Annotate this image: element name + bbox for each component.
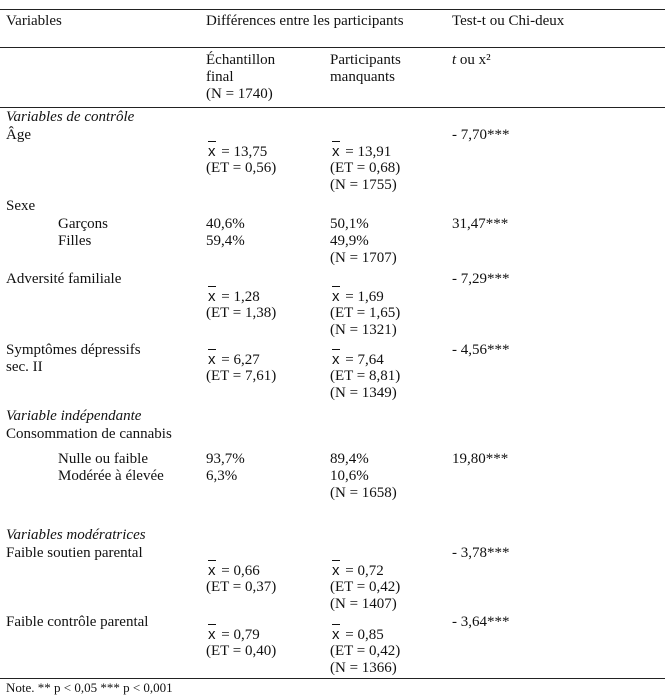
subheader-missing-line1: Participants: [330, 52, 401, 68]
row-adversite-final-et: (ET = 1,38): [206, 305, 277, 321]
row-soutien-miss-n: (N = 1407): [330, 596, 397, 612]
row-soutien-test: - 3,78***: [452, 545, 510, 561]
subheader-test: [452, 52, 491, 69]
row-cannabis-low-miss: 89,4%: [330, 451, 369, 467]
row-age-final-et: (ET = 0,56): [206, 160, 277, 176]
subheader-final-line1: Échantillon: [206, 52, 276, 68]
row-controle-test: - 3,64***: [452, 614, 510, 630]
mean-symbol: x: [208, 351, 216, 368]
mean-symbol: x: [208, 288, 216, 305]
row-adversite-label: Adversité familiale: [6, 271, 122, 287]
row-soutien-final-mean: x = 0,66: [208, 562, 260, 579]
row-age-label: Âge: [6, 127, 31, 143]
subheader-final-line2: final: [206, 69, 234, 85]
row-soutien-miss-mean: x = 0,72: [332, 562, 384, 579]
row-adversite-miss-mean: x = 1,69: [332, 288, 384, 305]
row-controle-miss-n: (N = 1366): [330, 660, 397, 676]
row-controle-final-mean: x = 0,79: [208, 626, 260, 643]
row-cannabis-high-miss: 10,6%: [330, 468, 369, 484]
row-sexe-test: 31,47***: [452, 216, 509, 232]
row-age-final-mean: x = 13,75: [208, 143, 268, 160]
header-bottom-rule: [0, 107, 665, 108]
subheader-missing-line2: manquants: [330, 69, 395, 85]
row-soutien-miss-et: (ET = 0,42): [330, 579, 401, 595]
row-adversite-miss-et: (ET = 1,65): [330, 305, 401, 321]
row-sexe-garcons-final: 40,6%: [206, 216, 245, 232]
row-adversite-miss-n: (N = 1321): [330, 322, 397, 338]
top-rule: [0, 9, 665, 10]
row-controle-miss-et: (ET = 0,42): [330, 643, 401, 659]
row-depressifs-miss-n: (N = 1349): [330, 385, 397, 401]
header-test: Test-t ou Chi-deux: [452, 13, 565, 29]
row-sexe-filles-final: 59,4%: [206, 233, 245, 249]
header-variables: Variables: [6, 13, 62, 29]
row-cannabis-high-final: 6,3%: [206, 468, 238, 484]
mean-symbol: x: [332, 143, 340, 160]
row-depressifs-final-et: (ET = 7,61): [206, 368, 277, 384]
mean-symbol: x: [332, 288, 340, 305]
mean-symbol: x: [332, 562, 340, 579]
mean-symbol: x: [332, 626, 340, 643]
row-age-miss-n: (N = 1755): [330, 177, 397, 193]
row-soutien-label: Faible soutien parental: [6, 545, 143, 561]
row-depressifs-label1: Symptômes dépressifs: [6, 342, 141, 358]
mean-symbol: x: [208, 562, 216, 579]
subheader-test-rest: ou x²: [456, 52, 491, 68]
subheader-final-line3: (N = 1740): [206, 86, 273, 102]
row-depressifs-final-mean: x = 6,27: [208, 351, 260, 368]
row-controle-final-et: (ET = 0,40): [206, 643, 277, 659]
mean-symbol: x: [208, 626, 216, 643]
row-sexe-miss-n: (N = 1707): [330, 250, 397, 266]
subheader-rule: [0, 47, 665, 48]
row-sexe-garcons-label: Garçons: [58, 216, 108, 232]
row-depressifs-miss-mean: x = 7,64: [332, 351, 384, 368]
row-adversite-test: - 7,29***: [452, 271, 510, 287]
row-depressifs-test: - 4,56***: [452, 342, 510, 358]
row-cannabis-low-label: Nulle ou faible: [58, 451, 148, 467]
mean-symbol: x: [208, 143, 216, 160]
section-moderatrices: Variables modératrices: [6, 527, 146, 543]
row-age-miss-et: (ET = 0,68): [330, 160, 401, 176]
row-depressifs-label2: sec. II: [6, 359, 43, 375]
footnote: Note. ** p < 0,05 *** p < 0,001: [6, 680, 173, 695]
section-independante: Variable indépendante: [6, 408, 142, 424]
header-differences: Différences entre les participants: [206, 13, 404, 29]
row-sexe-filles-label: Filles: [58, 233, 92, 249]
row-depressifs-miss-et: (ET = 8,81): [330, 368, 401, 384]
row-age-test: - 7,70***: [452, 127, 510, 143]
row-cannabis-test: 19,80***: [452, 451, 509, 467]
row-controle-miss-mean: x = 0,85: [332, 626, 384, 643]
row-controle-label: Faible contrôle parental: [6, 614, 149, 630]
row-cannabis-low-final: 93,7%: [206, 451, 245, 467]
row-sexe-filles-miss: 49,9%: [330, 233, 369, 249]
row-cannabis-high-label: Modérée à élevée: [58, 468, 164, 484]
row-soutien-final-et: (ET = 0,37): [206, 579, 277, 595]
row-sexe-label: Sexe: [6, 198, 36, 214]
row-age-miss-mean: x = 13,91: [332, 143, 392, 160]
row-cannabis-miss-n: (N = 1658): [330, 485, 397, 501]
mean-symbol: x: [332, 351, 340, 368]
row-cannabis-label: Consommation de cannabis: [6, 426, 172, 442]
section-controle: Variables de contrôle: [6, 109, 135, 125]
row-sexe-garcons-miss: 50,1%: [330, 216, 369, 232]
bottom-rule: [0, 678, 665, 679]
row-adversite-final-mean: x = 1,28: [208, 288, 260, 305]
subheader-test-t: t: [452, 52, 457, 68]
